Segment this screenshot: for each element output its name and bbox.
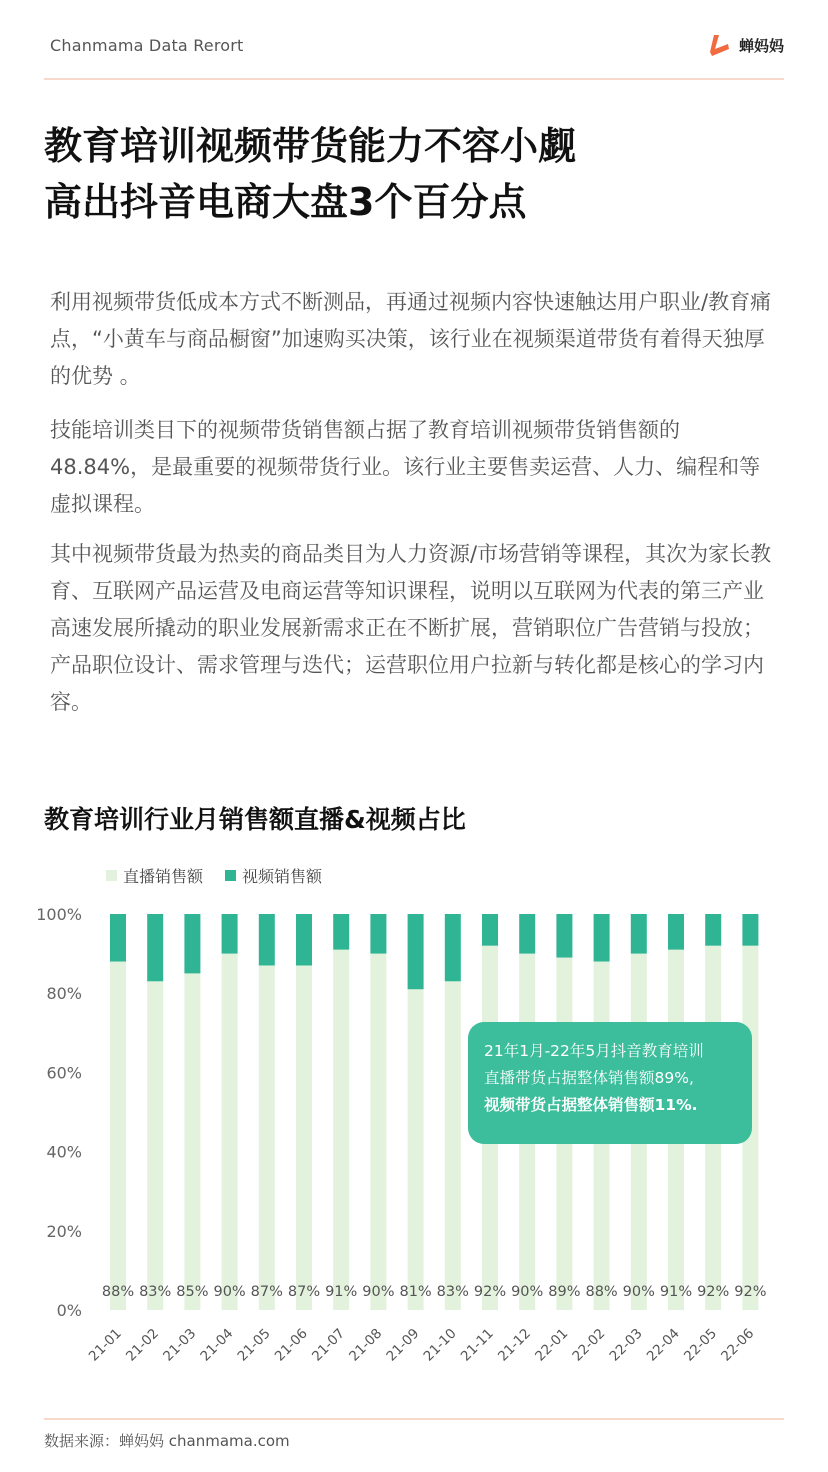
bar-video-segment: [556, 914, 572, 958]
data-label: 90%: [511, 1284, 544, 1300]
data-label: 89%: [548, 1284, 581, 1300]
callout-line-2: 直播带货占据整体销售额89%,: [484, 1069, 694, 1087]
bar-live-segment: [222, 954, 238, 1310]
bar-live-segment: [259, 965, 275, 1310]
y-tick-label: 0%: [56, 1301, 82, 1320]
paragraph-3: 其中视频带货最为热卖的商品类目为人力资源/市场营销等课程，其次为家长教育、互联网产品运营及电商运营等知识课程，说明以互联网为代表的第三产业高速发展所撬动的职业发展新需求正在不断扩展，营销职位广告营销与投放；产品职位设计、需求管理与迭代；运营职位用户拉新与转化都是核心的学习内容。: [50, 542, 772, 714]
bar-video-segment: [705, 914, 721, 946]
bar-video-segment: [259, 914, 275, 965]
bar-video-segment: [742, 914, 758, 946]
bar-video-segment: [631, 914, 647, 954]
bar-live-segment: [184, 973, 200, 1310]
x-tick-label: 21-03: [160, 1325, 200, 1365]
data-label: 92%: [697, 1284, 730, 1300]
chanmama-logo: [707, 32, 784, 58]
x-tick-label: 22-05: [680, 1325, 721, 1365]
x-tick-label: 21-04: [197, 1325, 237, 1365]
bar-video-segment: [668, 914, 684, 950]
header-divider: [44, 78, 784, 80]
chart-title: 教育培训行业月销售额直播&视频占比: [44, 805, 466, 834]
data-label: 90%: [362, 1284, 395, 1300]
x-tick-label: 21-11: [457, 1325, 497, 1365]
data-label: 91%: [659, 1284, 693, 1300]
bar-live-segment: [333, 950, 349, 1310]
data-label: 88%: [585, 1284, 618, 1300]
title-line-1: 教育培训视频带货能力不容小觑: [44, 124, 577, 168]
bar-video-segment: [519, 914, 535, 954]
data-label: 92%: [473, 1284, 507, 1300]
data-source-note: 数据来源：蝉妈妈 chanmama.com: [44, 1432, 290, 1450]
data-label: 85%: [176, 1284, 209, 1300]
data-label: 83%: [436, 1284, 469, 1300]
data-label: 87%: [287, 1284, 321, 1300]
data-label: 91%: [325, 1284, 358, 1300]
bar-video-segment: [147, 914, 163, 981]
y-tick-label: 100%: [36, 905, 82, 924]
footer-divider: [44, 1418, 784, 1420]
report-brand-text: Chanmama Data Rerort: [50, 36, 244, 55]
legend-label-live: 直播销售额: [123, 867, 204, 886]
page-title: [44, 118, 576, 230]
x-tick-label: 21-05: [234, 1325, 274, 1365]
data-label: 90%: [213, 1284, 246, 1300]
bar-video-segment: [445, 914, 461, 981]
bar-video-segment: [333, 914, 349, 950]
paragraph-1: 利用视频带货低成本方式不断测品，再通过视频内容快速触达用户职业/教育痛点，“小黄车与商品橱窗”加速购买决策，该行业在视频渠道带货有着得天独厚的优势 。: [50, 290, 772, 388]
x-tick-label: 21-06: [271, 1325, 311, 1365]
data-label: 88%: [101, 1284, 135, 1300]
data-label: 81%: [399, 1284, 432, 1300]
bar-video-segment: [482, 914, 498, 946]
bar-video-segment: [184, 914, 200, 973]
title-line-2: 高出抖音电商大盘3个百分点: [44, 180, 527, 224]
chart-callout: [468, 1022, 752, 1144]
paragraph-2: 技能培训类目下的视频带货销售额占据了教育培训视频带货销售额的48.84%，是最重要的视频带货行业。该行业主要售卖运营、人力、编程和等虚拟课程。: [50, 418, 761, 516]
logo-text: 蝉妈妈: [738, 36, 784, 55]
bar-video-segment: [110, 914, 126, 962]
y-tick-label: 40%: [46, 1142, 82, 1162]
data-label: 83%: [139, 1284, 172, 1300]
x-tick-label: 22-01: [532, 1325, 572, 1365]
bar-live-segment: [445, 981, 461, 1310]
x-tick-label: 22-02: [569, 1325, 609, 1365]
x-tick-label: 21-02: [122, 1325, 163, 1365]
callout-line-3: 视频带货占据整体销售额11%.: [484, 1096, 698, 1114]
x-tick-label: 21-08: [346, 1325, 386, 1365]
x-tick-label: 22-03: [606, 1325, 646, 1365]
bar-live-segment: [110, 962, 126, 1310]
data-label: 90%: [622, 1284, 655, 1300]
x-tick-label: 21-07: [308, 1325, 349, 1365]
legend-label-video: 视频销售额: [242, 867, 323, 886]
x-tick-label: 21-09: [383, 1325, 423, 1365]
chanmama-logo-icon: [707, 32, 733, 58]
bar-live-segment: [296, 965, 312, 1310]
bar-video-segment: [370, 914, 386, 954]
x-tick-label: 21-10: [420, 1325, 460, 1365]
bar-live-segment: [147, 981, 163, 1310]
bar-video-segment: [222, 914, 238, 954]
y-tick-label: 60%: [46, 1063, 82, 1083]
bar-video-segment: [408, 914, 424, 989]
y-tick-label: 20%: [46, 1221, 82, 1241]
x-tick-label: 21-12: [494, 1325, 535, 1365]
bar-live-segment: [408, 989, 424, 1310]
bar-video-segment: [594, 914, 610, 962]
bar-video-segment: [296, 914, 312, 965]
x-tick-label: 22-06: [718, 1325, 758, 1365]
x-tick-label: 22-04: [643, 1325, 683, 1365]
x-tick-label: 21-01: [85, 1325, 125, 1365]
y-tick-label: 80%: [46, 984, 82, 1004]
callout-line-1: 21年1月-22年5月抖音教育培训: [484, 1042, 704, 1060]
bar-live-segment: [370, 954, 386, 1310]
data-label: 87%: [250, 1284, 283, 1300]
data-label: 92%: [734, 1284, 767, 1300]
